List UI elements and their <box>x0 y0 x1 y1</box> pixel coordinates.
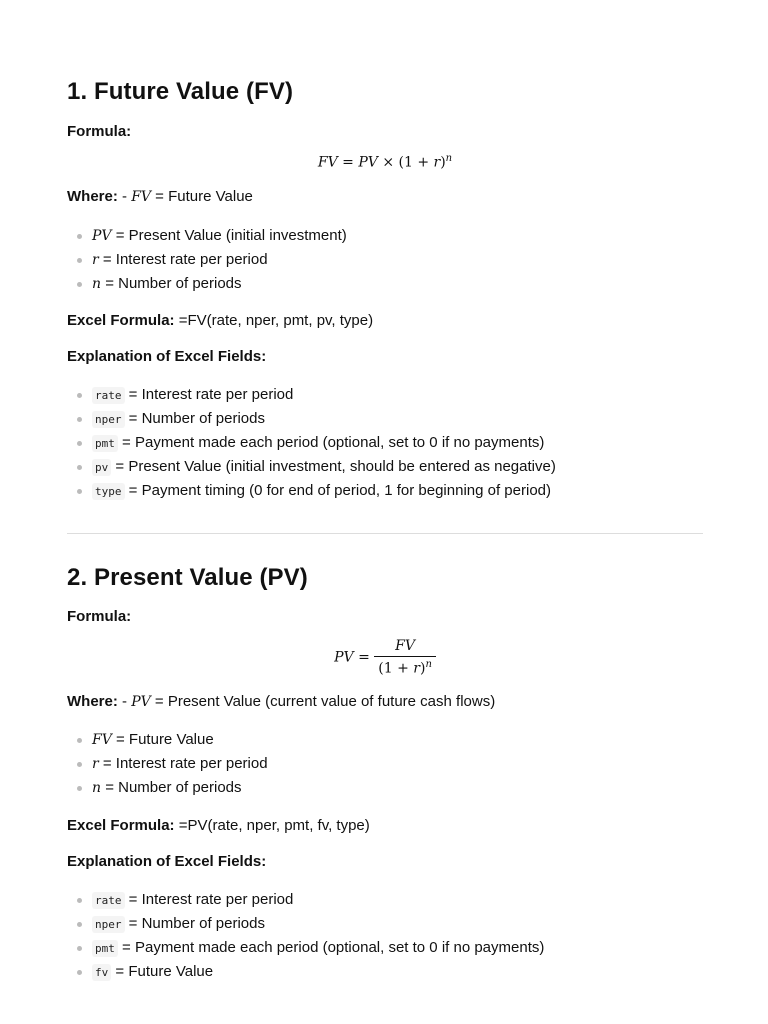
list-item: FV = Future Value <box>67 730 268 754</box>
list-item: PV = Present Value (initial investment) <box>67 226 347 250</box>
list-item: nper = Number of periods <box>67 409 556 433</box>
section2-formula: PV = $\frac{FV}{(1 + r)^n}$ <box>67 638 703 677</box>
list-item: r = Interest rate per period <box>67 754 268 778</box>
section1-variable-list <box>67 226 347 298</box>
section1-excel-formula: Excel Formula: =FV(rate, nper, pmt, pv, type) <box>67 312 374 329</box>
section2-variable-list <box>67 730 268 802</box>
section2-formula-label: Formula: <box>67 608 132 625</box>
section2-where: Where: - PV = Present Value (current value of future cash flows) <box>67 693 496 710</box>
list-item: pmt = Payment made each period (optional, set to 0 if no payments) <box>67 938 544 962</box>
section1-formula: FV = PV × $(1 + r)^n$ <box>317 153 453 171</box>
fraction: $\frac{FV}{(1 + r)^n}$ <box>374 638 436 677</box>
list-item: pv = Present Value (initial investment, should be entered as negative) <box>67 457 556 481</box>
section1-where: Where: - FV = Future Value <box>67 188 253 205</box>
list-item: rate = Interest rate per period <box>67 385 556 409</box>
section-divider <box>67 533 703 534</box>
section2-title: 2. Present Value (PV) <box>67 564 308 591</box>
section1-field-list <box>67 385 556 505</box>
list-item: fv = Future Value <box>67 962 544 986</box>
section1-formula-label: Formula: <box>67 123 132 140</box>
list-item: rate = Interest rate per period <box>67 890 544 914</box>
section1-title: 1. Future Value (FV) <box>67 78 294 105</box>
section1-explanation-label: Explanation of Excel Fields: <box>67 348 267 365</box>
list-item: n = Number of periods <box>67 778 268 802</box>
list-item: n = Number of periods <box>67 274 347 298</box>
section2-explanation-label: Explanation of Excel Fields: <box>67 853 267 870</box>
list-item: r = Interest rate per period <box>67 250 347 274</box>
section2-excel-formula: Excel Formula: =PV(rate, nper, pmt, fv, type) <box>67 817 370 834</box>
list-item: type = Payment timing (0 for end of period, 1 for beginning of period) <box>67 481 556 505</box>
list-item: pmt = Payment made each period (optional, set to 0 if no payments) <box>67 433 556 457</box>
section2-field-list <box>67 890 544 986</box>
list-item: nper = Number of periods <box>67 914 544 938</box>
